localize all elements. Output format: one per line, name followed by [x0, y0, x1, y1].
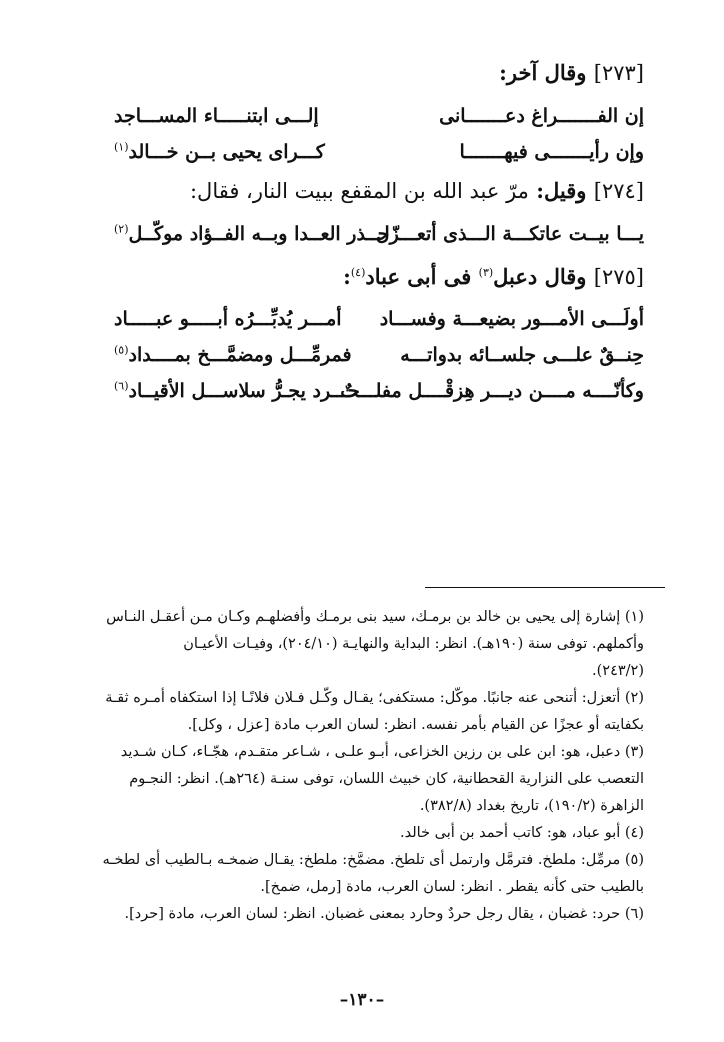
- verse-274-1: [114, 218, 644, 250]
- footnote-ref[interactable]: (١): [114, 140, 129, 154]
- verse-first-hemistich: يـــا بيــت عاتكـــة الـــذى أتعـــزّل: [375, 223, 644, 245]
- verse-first-hemistich: إن الفـــــــراغ دعـــــــانى: [439, 105, 644, 127]
- verse-second-hemistich: [114, 375, 360, 407]
- footnote-1: [54, 604, 644, 685]
- footnote-ref[interactable]: (٥): [114, 343, 129, 357]
- section-275-heading: [84, 262, 644, 292]
- hemistich-text: حــذر العــدا وبــه الفــؤاد موكّــل: [128, 223, 390, 245]
- verse-273-1: [114, 100, 644, 132]
- verse-first-hemistich: وكأنّــــه مــــن ديـــر هِزقْــــل مفلـــتٌ: [340, 380, 644, 402]
- footnote-ref[interactable]: (٦): [114, 379, 129, 393]
- verse-first-hemistich: حِنــقٌ علـــى جلســائه بدواتـــه: [400, 344, 644, 366]
- section-number: [٢٧٣]: [593, 61, 644, 85]
- hemistich-text: حـــرد يجـرُّ سلاســـل الأقيــاد: [128, 380, 360, 402]
- verse-second-hemistich: [114, 136, 325, 168]
- heading-colon: :: [343, 264, 351, 289]
- section-title: وقال دعبل: [493, 264, 587, 289]
- section-title: وقيل:: [536, 178, 587, 203]
- section-273-heading: [84, 58, 644, 88]
- verse-275-1: [114, 303, 644, 335]
- footnote-line: (٥) مرمِّل: ملطخ. فترمَّل وارتمل أى تلطخ. مضمَّخ: ملطخ: يقـال ضمخـه بـالطيب أى لطخـه: [102, 852, 644, 868]
- footnote-line: الزاهرة (١٩٠/٢)، تاريخ بغداد (٣٨٢/٨).: [419, 798, 644, 814]
- footnote-line: (٣) دعبل، هو: ابن على بن رزين الخزاعى، أبـو علـى ، شـاعر متقـدم، هجّـاء، كـان شـديد: [120, 744, 644, 760]
- footnote-separator: [425, 587, 665, 588]
- section-intro-text: مرّ عبد الله بن المقفع ببيت النار، فقال:: [189, 179, 529, 203]
- verse-first-hemistich: أولَـــى الأمـــور بضيعـــة وفســـاد: [379, 308, 644, 330]
- footnote-line: (٤) أبو عباد، هو: كاتب أحمد بن أبى خالد.: [400, 825, 644, 841]
- footnote-line: بكفايته أو عجزًا عن القيام بأمر نفسه. انظر: لسان العرب مادة [عزل ، وكل].: [187, 717, 644, 733]
- footnote-ref[interactable]: (٣): [478, 266, 494, 279]
- footnote-2: [54, 685, 644, 739]
- verse-275-2: [114, 339, 644, 371]
- hemistich-text: فمرمِّـــل ومضمَّـــخ بمــــداد: [128, 344, 352, 366]
- footnote-6: [54, 901, 644, 928]
- page-number: –١٣٠–: [339, 990, 385, 1010]
- verse-first-hemistich: وإن رأيـــــــى فيهـــــــا: [459, 141, 644, 163]
- section-number: [٢٧٥]: [593, 265, 644, 289]
- footnote-line: وأكملهم. توفى سنة (١٩٠هـ). انظر: البداية والنهايـة (٢٠٤/١٠)، وفيـات الأعيـان: [183, 636, 644, 652]
- footnote-line: (١) إشارة إلى يحيى بن خالد بن برمـك، سيد بنى برمـك وأفضلهـم وكـان مـن أعقـل النـاس: [106, 609, 644, 625]
- hemistich-text: إلـــى ابتنـــــاء المســـاجد: [114, 105, 319, 127]
- verse-second-hemistich: [114, 303, 342, 335]
- footnote-line: (٦) حرد: غضبان ، يقال رجل حردٌ وحارد بمعنى غضبان. انظر: لسان العرب، مادة [حرد].: [124, 906, 644, 922]
- section-title-continued: فى أبى عباد: [365, 264, 472, 289]
- footnote-line: (٢٤٣/٢).: [592, 663, 644, 679]
- footnote-ref[interactable]: (٤): [350, 266, 366, 279]
- hemistich-text: أمـــر يُدبِّـــرُه أبـــــو عبـــــاد: [114, 308, 342, 330]
- verse-second-hemistich: [114, 218, 389, 250]
- footnote-4: [54, 820, 644, 847]
- section-title: وقال آخر:: [499, 60, 587, 85]
- footnote-ref[interactable]: (٢): [114, 222, 129, 236]
- section-274-heading: [84, 176, 644, 206]
- section-number: [٢٧٤]: [593, 179, 644, 203]
- hemistich-text: كـــراى يحيى بــن خـــالد: [128, 141, 325, 163]
- footnote-line: بالطيب حتى كأنه يقطر . انظر: لسان العرب، مادة [رمل، ضمخ].: [260, 879, 644, 895]
- verse-275-3: [114, 375, 644, 407]
- verse-second-hemistich: [114, 100, 319, 132]
- footnote-line: (٢) أتعزل: أتنحى عنه جانبًا. موكّل: مستكفى؛ يقـال وكّـل فـلان فلانًـا إذا استكفاه أمـره ثقـة: [105, 690, 644, 706]
- verse-second-hemistich: [114, 339, 352, 371]
- footnote-3: [54, 739, 644, 820]
- footnote-line: التعصب على النزارية القحطانية، كان خبيث اللسان، توفى سنـة (٢٦٤هـ). انظر: النجـوم: [129, 771, 644, 787]
- footnote-5: [54, 847, 644, 901]
- verse-273-2: [114, 136, 644, 168]
